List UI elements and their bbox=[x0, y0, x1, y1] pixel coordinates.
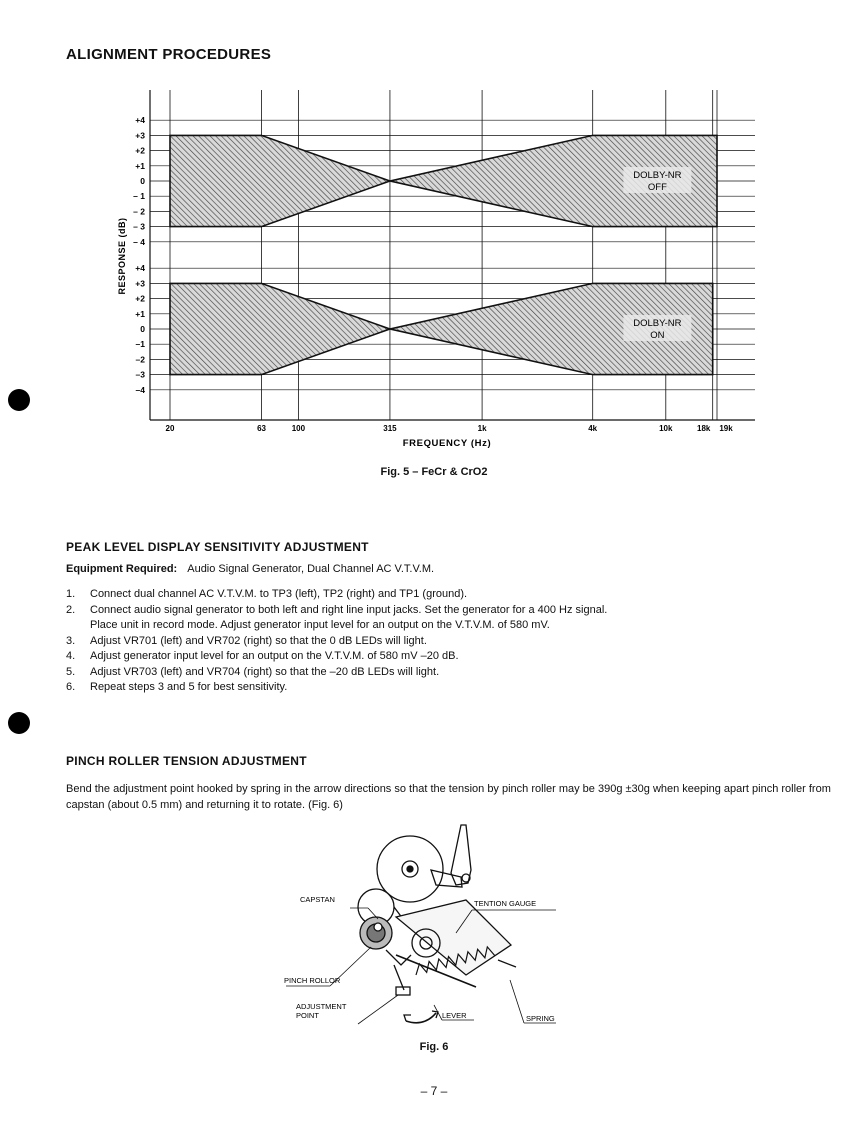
arrow-head-2 bbox=[404, 1015, 411, 1021]
response-chart bbox=[105, 88, 765, 460]
x-tick-label: 10k bbox=[659, 424, 673, 433]
step-text: Adjust VR701 (left) and VR702 (right) so that the 0 dB LEDs will light. bbox=[90, 634, 427, 647]
x-tick-label: 1k bbox=[477, 424, 487, 433]
step-number: 5. bbox=[66, 665, 76, 678]
x-tick-label: 315 bbox=[383, 424, 397, 433]
step-text-line: Connect audio signal generator to both left and right line input jacks. Set the generator for a 400 Hz signal. bbox=[90, 603, 608, 616]
step-item bbox=[66, 587, 826, 603]
panel-label-line1: DOLBY-NR bbox=[633, 170, 682, 181]
step-text: Connect dual channel AC V.T.V.M. to TP3 (left), TP2 (right) and TP1 (ground). bbox=[90, 588, 468, 600]
y-tick-label: –3 bbox=[135, 369, 145, 380]
label-capstan: CAPSTAN bbox=[300, 895, 335, 904]
step-text bbox=[90, 603, 826, 634]
y-tick-label: – 3 bbox=[133, 221, 145, 232]
step-number: 2. bbox=[66, 603, 76, 616]
y-tick-label: +4 bbox=[135, 263, 145, 274]
y-tick-label: +1 bbox=[135, 308, 145, 319]
pinch-roller-paragraph: Bend the adjustment point hooked by spring in the arrow directions so that the tension by pinch roller may be 390g ±30g when keeping apart pinch roller from capstan (about 0.5 mm) and returning it to rotate. (Fig. 6) bbox=[66, 783, 831, 811]
step-item bbox=[66, 680, 826, 696]
x-tick-label: 4k bbox=[588, 424, 598, 433]
y-tick-label: – 4 bbox=[133, 236, 145, 247]
y-tick-label: +2 bbox=[135, 293, 145, 304]
step-number: 1. bbox=[66, 588, 76, 600]
label-tention-gauge: TENTION GAUGE bbox=[474, 899, 537, 908]
lever-hook bbox=[386, 950, 411, 965]
x-tick-label: 100 bbox=[291, 424, 306, 433]
y-tick-label: –2 bbox=[135, 354, 145, 365]
y-tick-label: 0 bbox=[140, 176, 145, 186]
x-tick-label: 18k bbox=[697, 424, 711, 433]
page-number: – 7 – bbox=[420, 1084, 448, 1098]
y-tick-label: 0 bbox=[140, 324, 145, 334]
figure-5-caption: Fig. 5 – FeCr & CrO2 bbox=[380, 466, 488, 478]
y-axis-label: RESPONSE (dB) bbox=[117, 217, 127, 295]
panel-label-line1: DOLBY-NR bbox=[633, 318, 682, 329]
chart-areas bbox=[170, 135, 717, 374]
panel-label-line2: ON bbox=[650, 330, 665, 341]
label-spring: SPRING bbox=[526, 1014, 555, 1023]
y-tick-label: +2 bbox=[135, 145, 145, 156]
step-text: Adjust generator input level for an output on the V.T.V.M. of 580 mV –20 dB. bbox=[90, 650, 459, 662]
label-pinch-rollor: PINCH ROLLOR bbox=[284, 976, 341, 985]
spring-end bbox=[498, 960, 516, 967]
step-number: 4. bbox=[66, 650, 76, 662]
section-title-pinch-roller: PINCH ROLLER TENSION ADJUSTMENT bbox=[66, 754, 307, 768]
equipment-value: Audio Signal Generator, Dual Channel AC V.T.V.M. bbox=[187, 563, 435, 575]
figure-6-caption: Fig. 6 bbox=[419, 1041, 449, 1053]
y-tick-label: +3 bbox=[135, 130, 145, 141]
step-item bbox=[66, 665, 826, 681]
mechanism-drawing bbox=[358, 825, 516, 1023]
lever-stem bbox=[394, 965, 404, 990]
x-tick-label: 63 bbox=[257, 424, 266, 433]
step-text: Adjust VR703 (left) and VR704 (right) so that the –20 dB LEDs will light. bbox=[90, 665, 440, 678]
y-tick-label: +4 bbox=[135, 115, 145, 126]
binder-hole-mark bbox=[8, 389, 30, 411]
step-item bbox=[66, 634, 826, 650]
equipment-label: Equipment Required: bbox=[66, 563, 178, 575]
y-tick-label: – 1 bbox=[133, 191, 145, 202]
y-tick-label: +3 bbox=[135, 278, 145, 289]
label-adjustment-1: ADJUSTMENT bbox=[296, 1002, 347, 1011]
step-number: 6. bbox=[66, 681, 76, 693]
step-number: 3. bbox=[66, 634, 76, 647]
section-title-peak-level: PEAK LEVEL DISPLAY SENSITIVITY ADJUSTMENT bbox=[66, 540, 369, 554]
page-heading: ALIGNMENT PROCEDURES bbox=[66, 46, 272, 63]
equipment-required bbox=[66, 563, 434, 575]
pinch-roller-diagram bbox=[266, 815, 586, 1035]
capstan-shaft bbox=[374, 923, 382, 931]
label-lever: LEVER bbox=[442, 1011, 467, 1020]
step-text: Repeat steps 3 and 5 for best sensitivity. bbox=[90, 681, 288, 693]
chart-x-ticks bbox=[166, 424, 734, 433]
y-tick-label: +1 bbox=[135, 160, 145, 171]
y-tick-label: –4 bbox=[135, 384, 145, 395]
step-list bbox=[66, 587, 826, 696]
x-tick-label: 19k bbox=[719, 424, 733, 433]
step-item bbox=[66, 603, 826, 634]
step-item bbox=[66, 649, 826, 665]
x-tick-label: 20 bbox=[165, 424, 175, 433]
chart-y-ticks bbox=[133, 115, 145, 395]
binder-hole-mark bbox=[8, 712, 30, 734]
x-axis-label: FREQUENCY (Hz) bbox=[402, 438, 492, 449]
panel-label-line2: OFF bbox=[647, 182, 667, 193]
y-tick-label: – 2 bbox=[133, 206, 145, 217]
reel-center bbox=[407, 866, 413, 872]
label-adjustment-2: POINT bbox=[296, 1011, 319, 1020]
y-tick-label: –1 bbox=[135, 339, 145, 350]
step-text-line: Place unit in record mode. Adjust generator input level for an output on the V.T.V.M. of 580 mV. bbox=[90, 619, 550, 631]
